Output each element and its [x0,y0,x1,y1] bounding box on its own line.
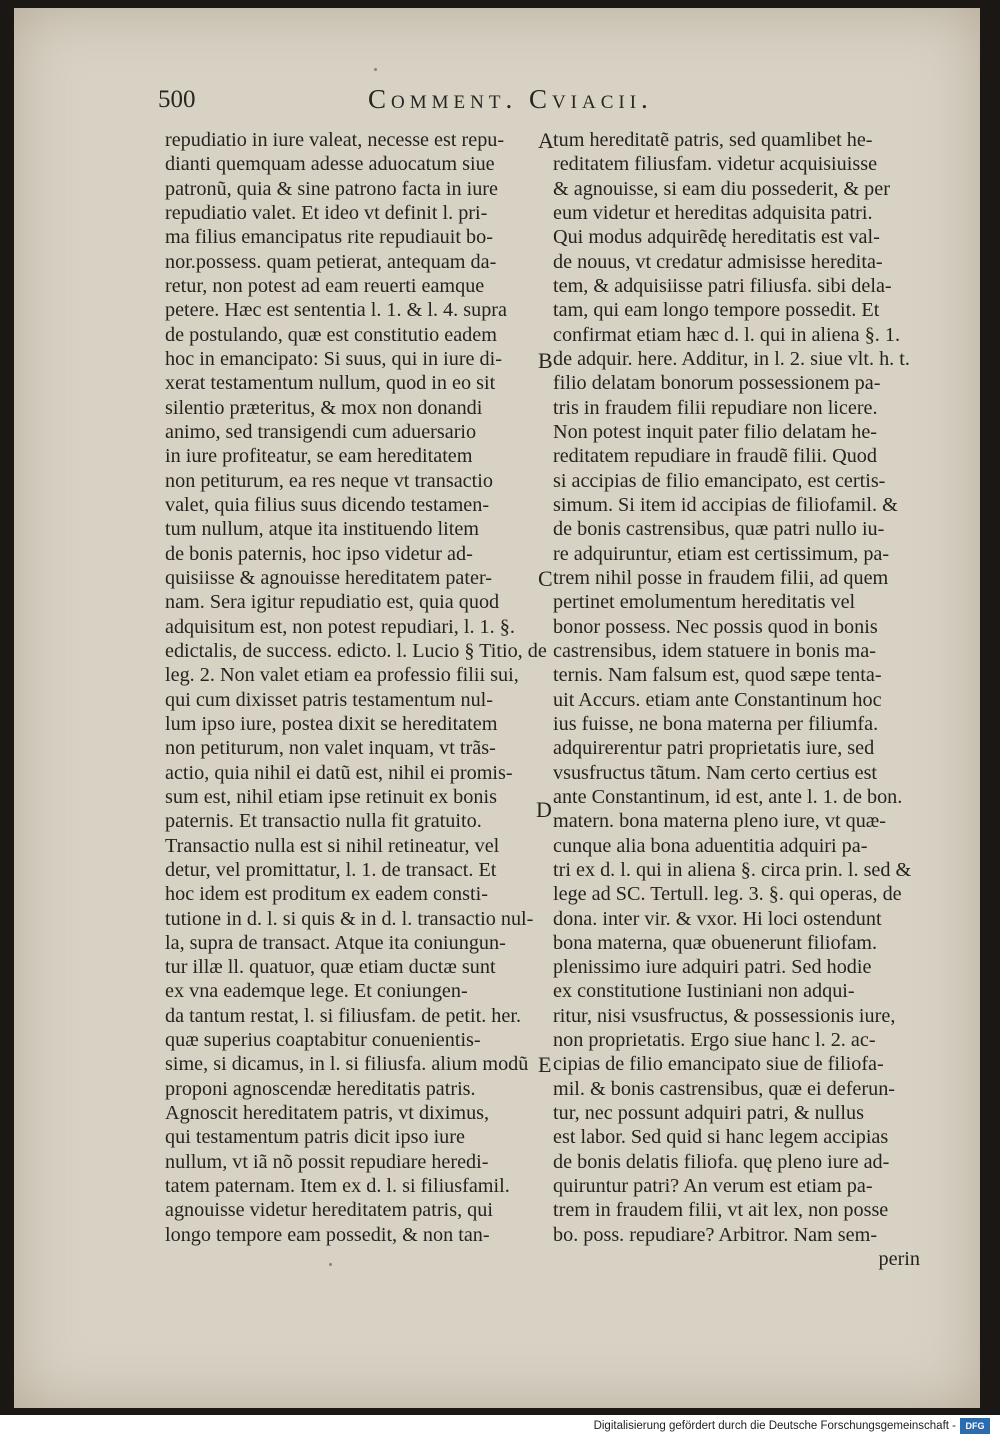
text-line: eum videtur et hereditas adquisita patri. [553,201,873,224]
text-line: tur, nec possunt adquiri patri, & nullus [553,1102,864,1125]
text-line: lege ad SC. Tertull. leg. 3. §. qui operas, de [553,883,902,906]
page-number: 500 [158,86,196,113]
text-line: & agnouisse, si eam diu possederit, & per [553,177,890,200]
text-line: matern. bona materna pleno iure, vt quæ- [553,810,886,833]
text-line: qui cum dixisset patris testamentum nul- [165,688,493,711]
text-line: est labor. Sed quid si hanc legem accipias [553,1126,889,1149]
text-line: silentio præteritus, & mox non donandi [165,396,483,419]
text-line: non petiturum, ea res neque vt transactio [165,469,493,492]
text-line: repudiatio in iure valeat, necesse est repu- [165,129,505,151]
margin-letter-a: A [538,128,554,153]
text-line: ritur, nisi vsusfructus, & possessionis iure, [553,1004,896,1027]
text-line: tatem paternam. Item ex d. l. si filiusfamil. [165,1175,510,1198]
margin-letter-d: D [536,797,552,822]
right-text-column [553,128,920,1271]
text-line: hoc idem est proditum ex eadem consti- [165,883,488,906]
text-line: retur, non potest ad eam reuerti eamque [165,274,485,297]
margin-letter-c: C [538,566,553,591]
text-line: reditatem filiusfam. videtur acquisiuisse [553,153,878,176]
text-line: de adquir. here. Additur, in l. 2. siue vlt. h. t. [553,347,910,370]
text-line: sime, si dicamus, in l. si filiusfa. alium modũ [165,1053,529,1076]
text-line: tum hereditatẽ patris, sed quamlibet he- [553,129,873,151]
text-line: ius fuisse, ne bona materna per filiumfa. [553,712,879,735]
text-line: bonor possess. Nec possis quod in bonis [553,615,878,638]
text-line: hoc in emancipato: Si suus, qui in iure di- [165,347,502,370]
text-line: proponi agnoscendæ hereditatis patris. [165,1077,476,1100]
text-line: ante Constantinum, id est, ante l. 1. de bon. [553,785,903,808]
text-line: de postulando, quæ est constitutio eadem [165,323,497,346]
text-line: repudiatio valet. Et ideo vt definit l. pri- [165,201,488,224]
text-line: longo tempore eam possedit, & non tan- [165,1223,490,1246]
text-line: tur illæ ll. quatuor, quæ etiam ductæ sunt [165,956,496,979]
text-line: tutione in d. l. si quis & in d. l. transactio nul- [165,907,534,930]
text-line: sum est, nihil etiam ipse retinuit ex bonis [165,785,497,808]
running-head: Comment. Cviacii. [368,84,653,114]
text-line: adquirerentur patri proprietatis iure, sed [553,737,875,760]
text-line: la, supra de transact. Atque ita coniungun- [165,931,506,954]
text-line: de bonis paternis, hoc ipso videtur ad- [165,542,473,565]
text-line: castrensibus, idem statuere in bonis ma- [553,639,876,662]
text-line: ex constitutione Iustiniani non adqui- [553,980,855,1003]
text-line: dianti quemquam adesse aduocatum siue [165,153,495,176]
text-line: de nouus, vt credatur admisisse heredita- [553,250,883,273]
text-line: mil. & bonis castrensibus, quæ ei deferun- [553,1077,896,1100]
text-line: qui testamentum patris dicit ipso iure [165,1126,465,1149]
margin-letter-b: B [538,348,553,373]
text-line: Non potest inquit pater filio delatam he- [553,420,878,443]
text-line: cipias de filio emancipato siue de filiofa- [553,1053,884,1076]
text-line: perin [878,1248,920,1271]
text-line: agnouisse videtur hereditatem patris, qui [165,1199,493,1222]
text-line: confirmat etiam hæc d. l. qui in aliena §. 1. [553,323,901,346]
text-line: simum. Si item id accipias de filiofamil. & [553,493,898,516]
text-line: Transactio nulla est si nihil retineatur, vel [165,834,500,857]
text-line: bo. poss. repudiare? Arbitror. Nam sem- [553,1223,878,1246]
text-line: leg. 2. Non valet etiam ea professio filii sui, [165,664,519,687]
text-line: trem in fraudem filii, vt ait lex, non posse [553,1199,889,1222]
text-line: tem, & adquisiisse patri filiusfa. sibi dela- [553,274,892,297]
text-line: ma filius emancipatus rite repudiauit bo- [165,226,493,249]
text-line: pertinet emolumentum hereditatis vel [553,591,856,614]
text-line: tri ex d. l. qui in aliena §. circa prin. l. sed & [553,858,912,881]
text-line: si accipias de filio emancipato, est certis- [553,469,886,492]
text-line: non petiturum, non valet inquam, vt trãs- [165,737,496,760]
text-line: non proprietatis. Ergo siue hanc l. 2. ac- [553,1029,876,1052]
left-text-column [165,128,547,1247]
text-line: lum ipso iure, postea dixit se hereditatem [165,712,498,735]
text-line: nor.possess. quam petierat, antequam da- [165,250,497,273]
dfg-logo-icon: DFG [960,1418,990,1434]
text-line: cunque alia bona aduentitia adquiri pa- [553,834,868,857]
text-line: xerat testamentum nullum, quod in eo sit [165,372,496,395]
text-line: detur, vel promittatur, l. 1. de transact. Et [165,858,497,881]
text-line: tum nullum, atque ita instituendo litem [165,518,479,541]
text-line: animo, sed transigendi cum aduersario [165,420,477,443]
text-line: quisiisse & agnouisse hereditatem pater- [165,566,492,589]
text-line: filio delatam bonorum possessionem pa- [553,372,881,395]
text-line: tam, qui eam longo tempore possedit. Et [553,299,880,322]
text-line: da tantum restat, l. si filiusfam. de petit. her. [165,1004,522,1027]
text-line: actio, quia nihil ei datũ est, nihil ei promis- [165,761,513,784]
text-line: nam. Sera igitur repudiatio est, quia quod [165,591,500,614]
text-line: Agnoscit hereditatem patris, vt diximus, [165,1102,490,1125]
text-line: dona. inter vir. & vxor. Hi loci ostendunt [553,907,882,930]
text-line: adquisitum est, non potest repudiari, l. 1. §. [165,615,515,638]
text-line: quiruntur patri? An verum est etiam pa- [553,1175,873,1198]
text-line: de bonis castrensibus, quæ patri nullo iu- [553,518,885,541]
text-line: vsusfructus tãtum. Nam certo certius est [553,761,878,784]
text-line: uit Accurs. etiam ante Constantinum hoc [553,688,882,711]
text-line: valet, quia filius suus dicendo testamen- [165,493,490,516]
text-line: trem nihil posse in fraudem filii, ad quem [553,566,889,589]
margin-letter-e: E [538,1052,552,1077]
page-header [158,84,928,124]
text-line: ex vna eademque lege. Et coniungen- [165,980,468,1003]
text-line: edictalis, de success. edicto. l. Lucio § Titio, de [165,639,547,662]
digitization-footer [0,1415,1000,1439]
text-line: ternis. Nam falsum est, quod sæpe tenta- [553,664,882,687]
text-line: de bonis delatis filiofa. quę pleno iure ad- [553,1150,890,1173]
text-line: reditatem repudiare in fraudẽ filii. Quod [553,445,877,468]
text-line: paternis. Et transactio nulla fit gratuito. [165,810,482,833]
text-line: Qui modus adquirẽdę hereditatis est val- [553,226,880,249]
text-line: plenissimo iure adquiri patri. Sed hodie [553,956,872,979]
text-line: re adquiruntur, etiam est certissimum, pa- [553,542,890,565]
footer-credit: Digitalisierung gefördert durch die Deutsche Forschungsgemeinschaft - [593,1420,956,1432]
text-line: bona materna, quæ obuenerunt filiofam. [553,931,878,954]
text-line: in iure profiteatur, se eam hereditatem [165,445,473,468]
text-line: patronũ, quia & sine patrono facta in iure [165,177,498,200]
text-line: petere. Hæc est sententia l. 1. & l. 4. supra [165,299,507,322]
text-line: quæ superius coaptabitur conuenientis- [165,1029,481,1052]
paper-speck [374,68,377,71]
text-line: tris in fraudem filii repudiare non licere. [553,396,878,419]
paper-speck [329,1263,332,1266]
text-line: nullum, vt iã nõ possit repudiare heredi- [165,1150,489,1173]
